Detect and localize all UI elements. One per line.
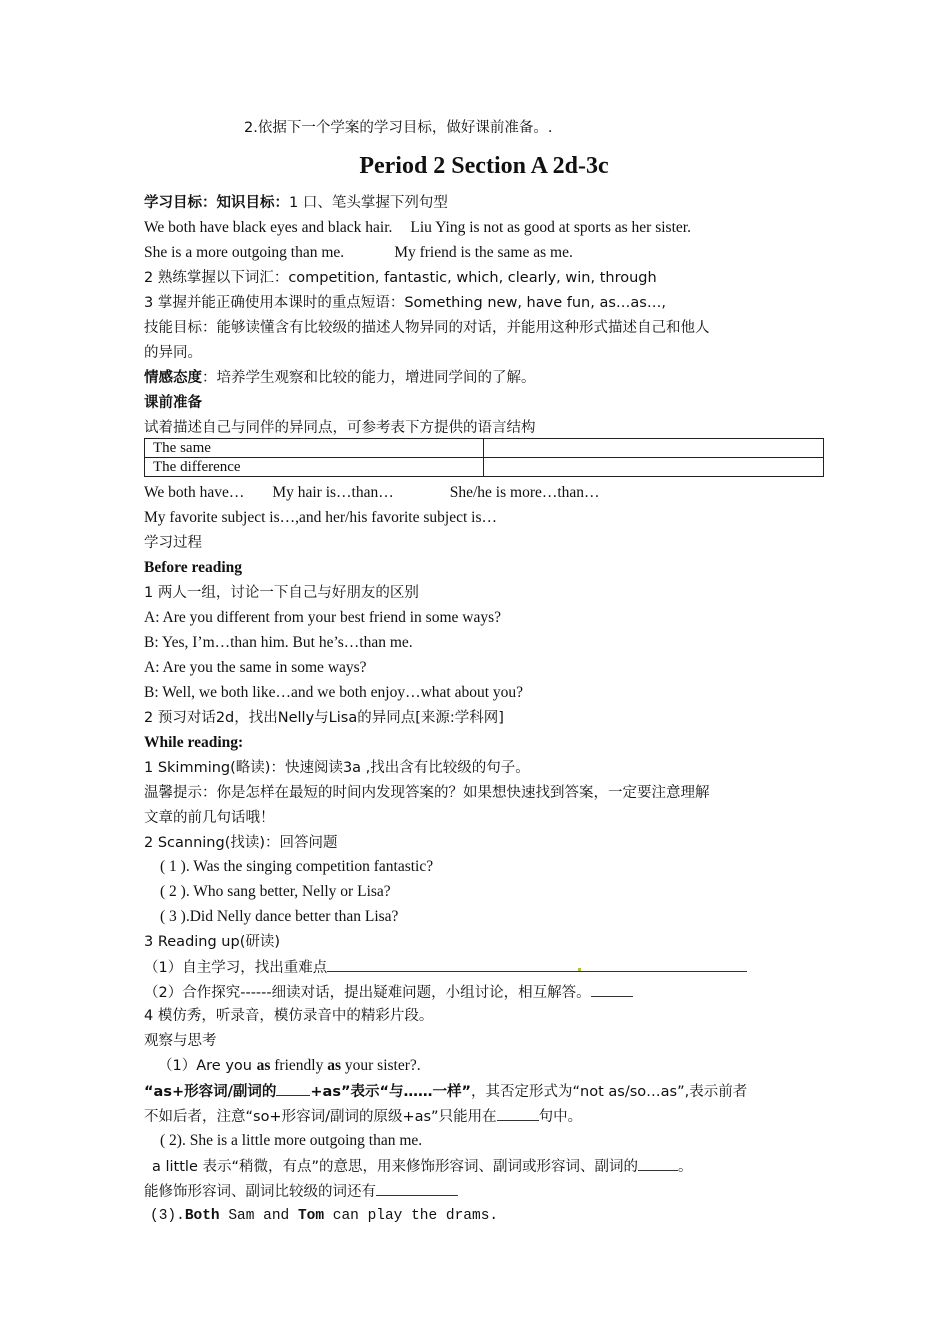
skills-line-1: 技能目标：能够读懂含有比较级的描述人物异同的对话，并能用这种形式描述自己和他人: [144, 320, 710, 336]
prep-instruction: 试着描述自己与同伴的异同点，可参考表下方提供的语言结构: [144, 420, 536, 436]
example-2: ( 2). She is a little more outgoing than me.: [160, 1132, 423, 1149]
rule-2-text: a little 表示“稍微，有点”的意思，用来修饰形容词、副词或形容词、副词的: [152, 1159, 639, 1175]
rule-1-line-2-a: 不如后者，注意“so+形容词/副词的原级+as”只能用在: [144, 1109, 497, 1125]
reading-up-step-2-text: （2）合作探究------细读对话，提出疑难问题，小组讨论，相互解答。: [144, 985, 591, 1001]
dialog-line: A: Are you different from your best friend in some ways?: [144, 609, 501, 626]
objectives-line: [144, 193, 448, 213]
sentence: We both have black eyes and black hair.: [144, 219, 393, 236]
sentence-line-2: [144, 243, 573, 263]
example-1-mid: friendly: [270, 1057, 328, 1074]
comparison-table: [144, 438, 824, 477]
question-2: ( 2 ). Who sang better, Nelly or Lisa?: [160, 883, 391, 900]
objectives-knowledge: 1 口、笔头掌握下列句型: [289, 195, 448, 211]
example-3-mid: Sam and: [219, 1208, 298, 1224]
pattern: We both have…: [144, 484, 245, 501]
reading-up-heading: 3 Reading up(研读): [144, 934, 281, 950]
keyword-as: as: [256, 1057, 271, 1074]
question-3: ( 3 ).Did Nelly dance better than Lisa?: [160, 908, 399, 925]
green-dot-mark: [578, 968, 581, 971]
vocab-line: 2 熟练掌握以下词汇：competition, fantastic, which, clearly, win, through: [144, 270, 657, 286]
rule-2-end: 。: [678, 1159, 693, 1175]
reading-up-step-2: [144, 982, 633, 1003]
objectives-label: 学习目标：知识目标：: [144, 195, 289, 211]
page-title: Period 2 Section A 2d-3c: [359, 153, 609, 179]
dialog-line: B: Well, we both like…and we both enjoy…what about you?: [144, 684, 524, 701]
dialog-line: B: Yes, I’m…than him. But he’s…than me.: [144, 634, 413, 651]
table-row: [145, 439, 824, 458]
sentence-line-1: [144, 218, 691, 238]
observe-heading: 观察与思考: [144, 1033, 217, 1049]
example-3-rest: can play the drams.: [324, 1208, 499, 1224]
while-reading-heading: While reading:: [144, 734, 244, 751]
keyword-both: Both: [184, 1208, 220, 1224]
emotion-label: 情感态度: [144, 370, 202, 386]
answer-blank[interactable]: [591, 982, 633, 997]
keyword-tom: Tom: [297, 1208, 325, 1224]
sentence: My friend is the same as me.: [394, 244, 573, 261]
example-1: [158, 1056, 421, 1076]
rule-1-bold-b: +as”表示“与……一样”: [310, 1084, 472, 1100]
table-label-cell: The difference: [145, 458, 484, 477]
phrases-line: 3 掌握并能正确使用本课时的重点短语：Something new, have fun, as…as…,: [144, 295, 666, 311]
example-1-post: your sister?.: [341, 1057, 421, 1074]
imitate-task: 4 模仿秀，听录音，模仿录音中的精彩片段。: [144, 1008, 434, 1024]
table-answer-cell[interactable]: [484, 439, 824, 458]
rule-1-line-2: [144, 1106, 582, 1127]
pattern-line-2: My favorite subject is…,and her/his favorite subject is…: [144, 509, 497, 526]
example-3: [150, 1206, 498, 1226]
example-1-pre: （1）Are you: [158, 1058, 257, 1074]
rule-3: [144, 1181, 458, 1202]
answer-blank[interactable]: [327, 957, 747, 972]
answer-blank[interactable]: [376, 1181, 458, 1196]
pattern: My hair is…than…: [272, 484, 394, 501]
question-1: ( 1 ). Was the singing competition fantastic?: [160, 858, 434, 875]
header-note: 2.依据下一个学案的学习目标，做好课前准备。.: [244, 120, 553, 136]
pattern: She/he is more…than…: [449, 484, 600, 501]
rule-3-text: 能修饰形容词、副词比较级的词还有: [144, 1184, 376, 1200]
table-label-cell: The same: [145, 439, 484, 458]
tip-line-2: 文章的前几句话哦！: [144, 810, 275, 826]
before-reading-heading: Before reading: [144, 559, 243, 576]
patterns-line: [144, 483, 600, 503]
answer-blank[interactable]: [497, 1106, 539, 1121]
rule-1-rest: ，其否定形式为“not as/so…as”,表示前者: [471, 1084, 748, 1100]
dialog-line: A: Are you the same in some ways?: [144, 659, 367, 676]
example-3-num: (3).: [150, 1208, 185, 1224]
before-task-2: 2 预习对话2d，找出Nelly与Lisa的异同点[来源:学科网]: [144, 710, 504, 726]
sentence: She is a more outgoing than me.: [144, 244, 345, 261]
process-heading: 学习过程: [144, 535, 202, 551]
keyword-as: as: [327, 1057, 341, 1074]
answer-blank[interactable]: [638, 1156, 678, 1171]
rule-1-bold-a: “as+形容词/副词的: [144, 1084, 277, 1100]
rule-2: [152, 1156, 693, 1177]
table-row: [145, 458, 824, 477]
reading-up-step-1-text: （1）自主学习，找出重难点: [144, 960, 328, 976]
reading-up-step-1: [144, 957, 747, 978]
before-task-1: 1 两人一组，讨论一下自己与好朋友的区别: [144, 585, 419, 601]
skimming-task: 1 Skimming(略读)：快速阅读3a ,找出含有比较级的句子。: [144, 760, 530, 776]
prep-heading: 课前准备: [144, 395, 202, 411]
sentence: Liu Ying is not as good at sports as her sister.: [410, 219, 691, 236]
rule-1-line-2-b: 句中。: [538, 1109, 583, 1125]
tip-line-1: 温馨提示：你是怎样在最短的时间内发现答案的？如果想快速找到答案，一定要注意理解: [144, 785, 710, 801]
rule-1-line-1: [144, 1081, 747, 1102]
table-answer-cell[interactable]: [484, 458, 824, 477]
scanning-task: 2 Scanning(找读)：回答问题: [144, 835, 338, 851]
answer-blank[interactable]: [276, 1081, 310, 1096]
emotion-line: [144, 368, 536, 388]
emotion-text: ：培养学生观察和比较的能力，增进同学间的了解。: [202, 370, 536, 386]
skills-line-2: 的异同。: [144, 345, 202, 361]
